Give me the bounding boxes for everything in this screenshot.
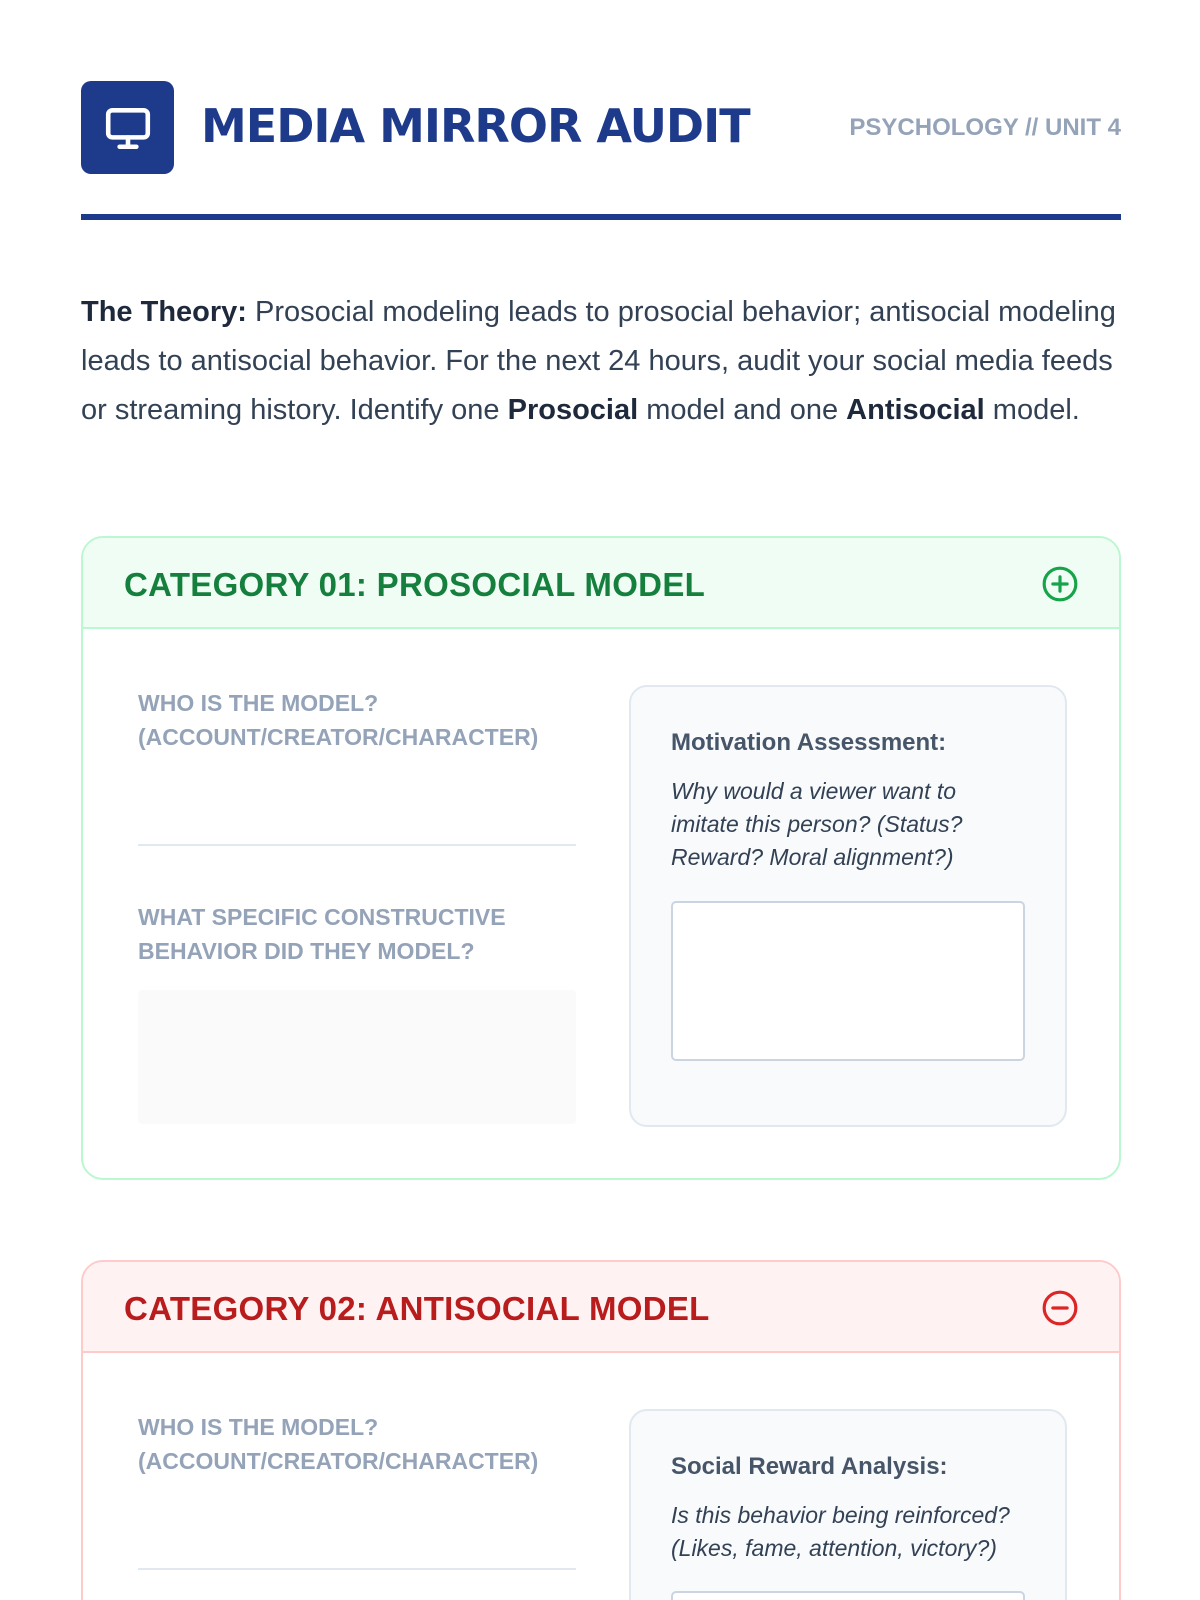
unit-label: PSYCHOLOGY // UNIT 4	[849, 114, 1121, 141]
logo-badge	[81, 81, 174, 174]
motivation-assessment-title: Motivation Assessment:	[671, 729, 947, 756]
theory-text-3: model.	[984, 394, 1080, 426]
social-reward-input[interactable]	[671, 1591, 1025, 1600]
prosocial-behavior-input[interactable]	[138, 990, 576, 1124]
antisocial-model-label: WHO IS THE MODEL? (ACCOUNT/CREATOR/CHARACTER)	[138, 1414, 539, 1474]
prosocial-model-label: WHO IS THE MODEL? (ACCOUNT/CREATOR/CHARACTER)	[138, 690, 539, 750]
theory-lead: The Theory:	[81, 296, 247, 328]
page-title: MEDIA MIRROR AUDIT	[201, 99, 750, 153]
social-reward-panel	[629, 1409, 1067, 1600]
prosocial-category-card	[81, 536, 1121, 1180]
prosocial-emphasis: Prosocial	[507, 394, 639, 426]
prosocial-card-header	[83, 538, 1119, 629]
antisocial-card-header	[83, 1262, 1119, 1353]
antisocial-card-title: CATEGORY 02: ANTISOCIAL MODEL	[124, 1290, 710, 1327]
plus-circle-icon	[1041, 565, 1079, 603]
motivation-assessment-prompt: Why would a viewer want to imitate this person? (Status? Reward? Moral alignment?)	[671, 778, 963, 870]
page-header	[81, 81, 1121, 221]
prosocial-behavior-label: WHAT SPECIFIC CONSTRUCTIVE BEHAVIOR DID THEY MODEL?	[138, 904, 506, 964]
antisocial-emphasis: Antisocial	[846, 394, 985, 426]
antisocial-model-input[interactable]	[138, 1568, 576, 1570]
theory-text-1: Prosocial modeling leads to prosocial behavior; antisocial modeling leads to antisocial behavior. For the next 24 hours, audit your social media feeds or streaming history. Identify one	[81, 296, 1116, 426]
header-divider	[81, 214, 1121, 220]
monitor-icon	[103, 103, 153, 153]
social-reward-title: Social Reward Analysis:	[671, 1453, 948, 1480]
prosocial-card-title: CATEGORY 01: PROSOCIAL MODEL	[124, 566, 706, 603]
theory-intro	[81, 288, 1121, 435]
theory-text-2: model and one	[638, 394, 847, 426]
motivation-assessment-panel	[629, 685, 1067, 1127]
antisocial-category-card	[81, 1260, 1121, 1600]
prosocial-model-input[interactable]	[138, 844, 576, 846]
social-reward-prompt: Is this behavior being reinforced? (Likes, fame, attention, victory?)	[671, 1502, 1010, 1561]
minus-circle-icon	[1041, 1289, 1079, 1327]
motivation-assessment-input[interactable]	[671, 901, 1025, 1061]
